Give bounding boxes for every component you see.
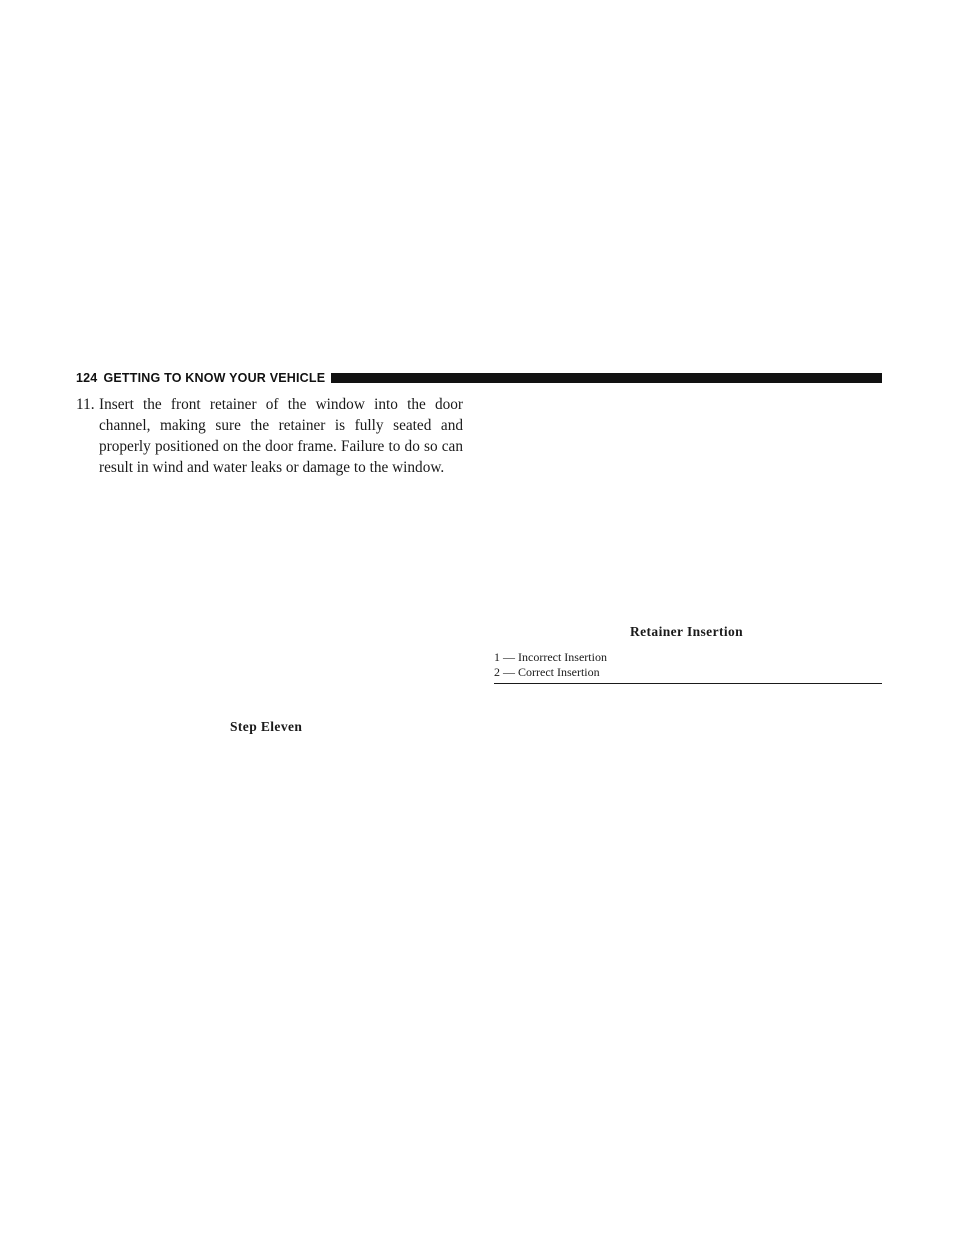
step-eleven-figure	[76, 490, 463, 710]
page-number: 124	[76, 371, 98, 385]
page-header	[76, 371, 882, 385]
step-eleven-caption: Step Eleven	[230, 719, 303, 734]
retainer-insertion-caption: Retainer Insertion	[630, 624, 744, 639]
retainer-insertion-figure	[494, 400, 882, 615]
figure-legend	[494, 650, 882, 684]
legend-item-correct: 2 — Correct Insertion	[494, 665, 600, 679]
header-text	[76, 371, 325, 385]
header-rule	[331, 373, 882, 383]
step-number: 11.	[76, 396, 95, 413]
legend-item-incorrect: 1 — Incorrect Insertion	[494, 650, 607, 664]
section-title: GETTING TO KNOW YOUR VEHICLE	[103, 371, 326, 385]
step-text: Insert the front retainer of the window into the door channel, making sure the retainer is fully seated and properly positioned on the door frame. Failure to do so can result in wind and water leaks or damage to the window.	[99, 396, 463, 476]
step-eleven-instruction	[76, 394, 463, 478]
